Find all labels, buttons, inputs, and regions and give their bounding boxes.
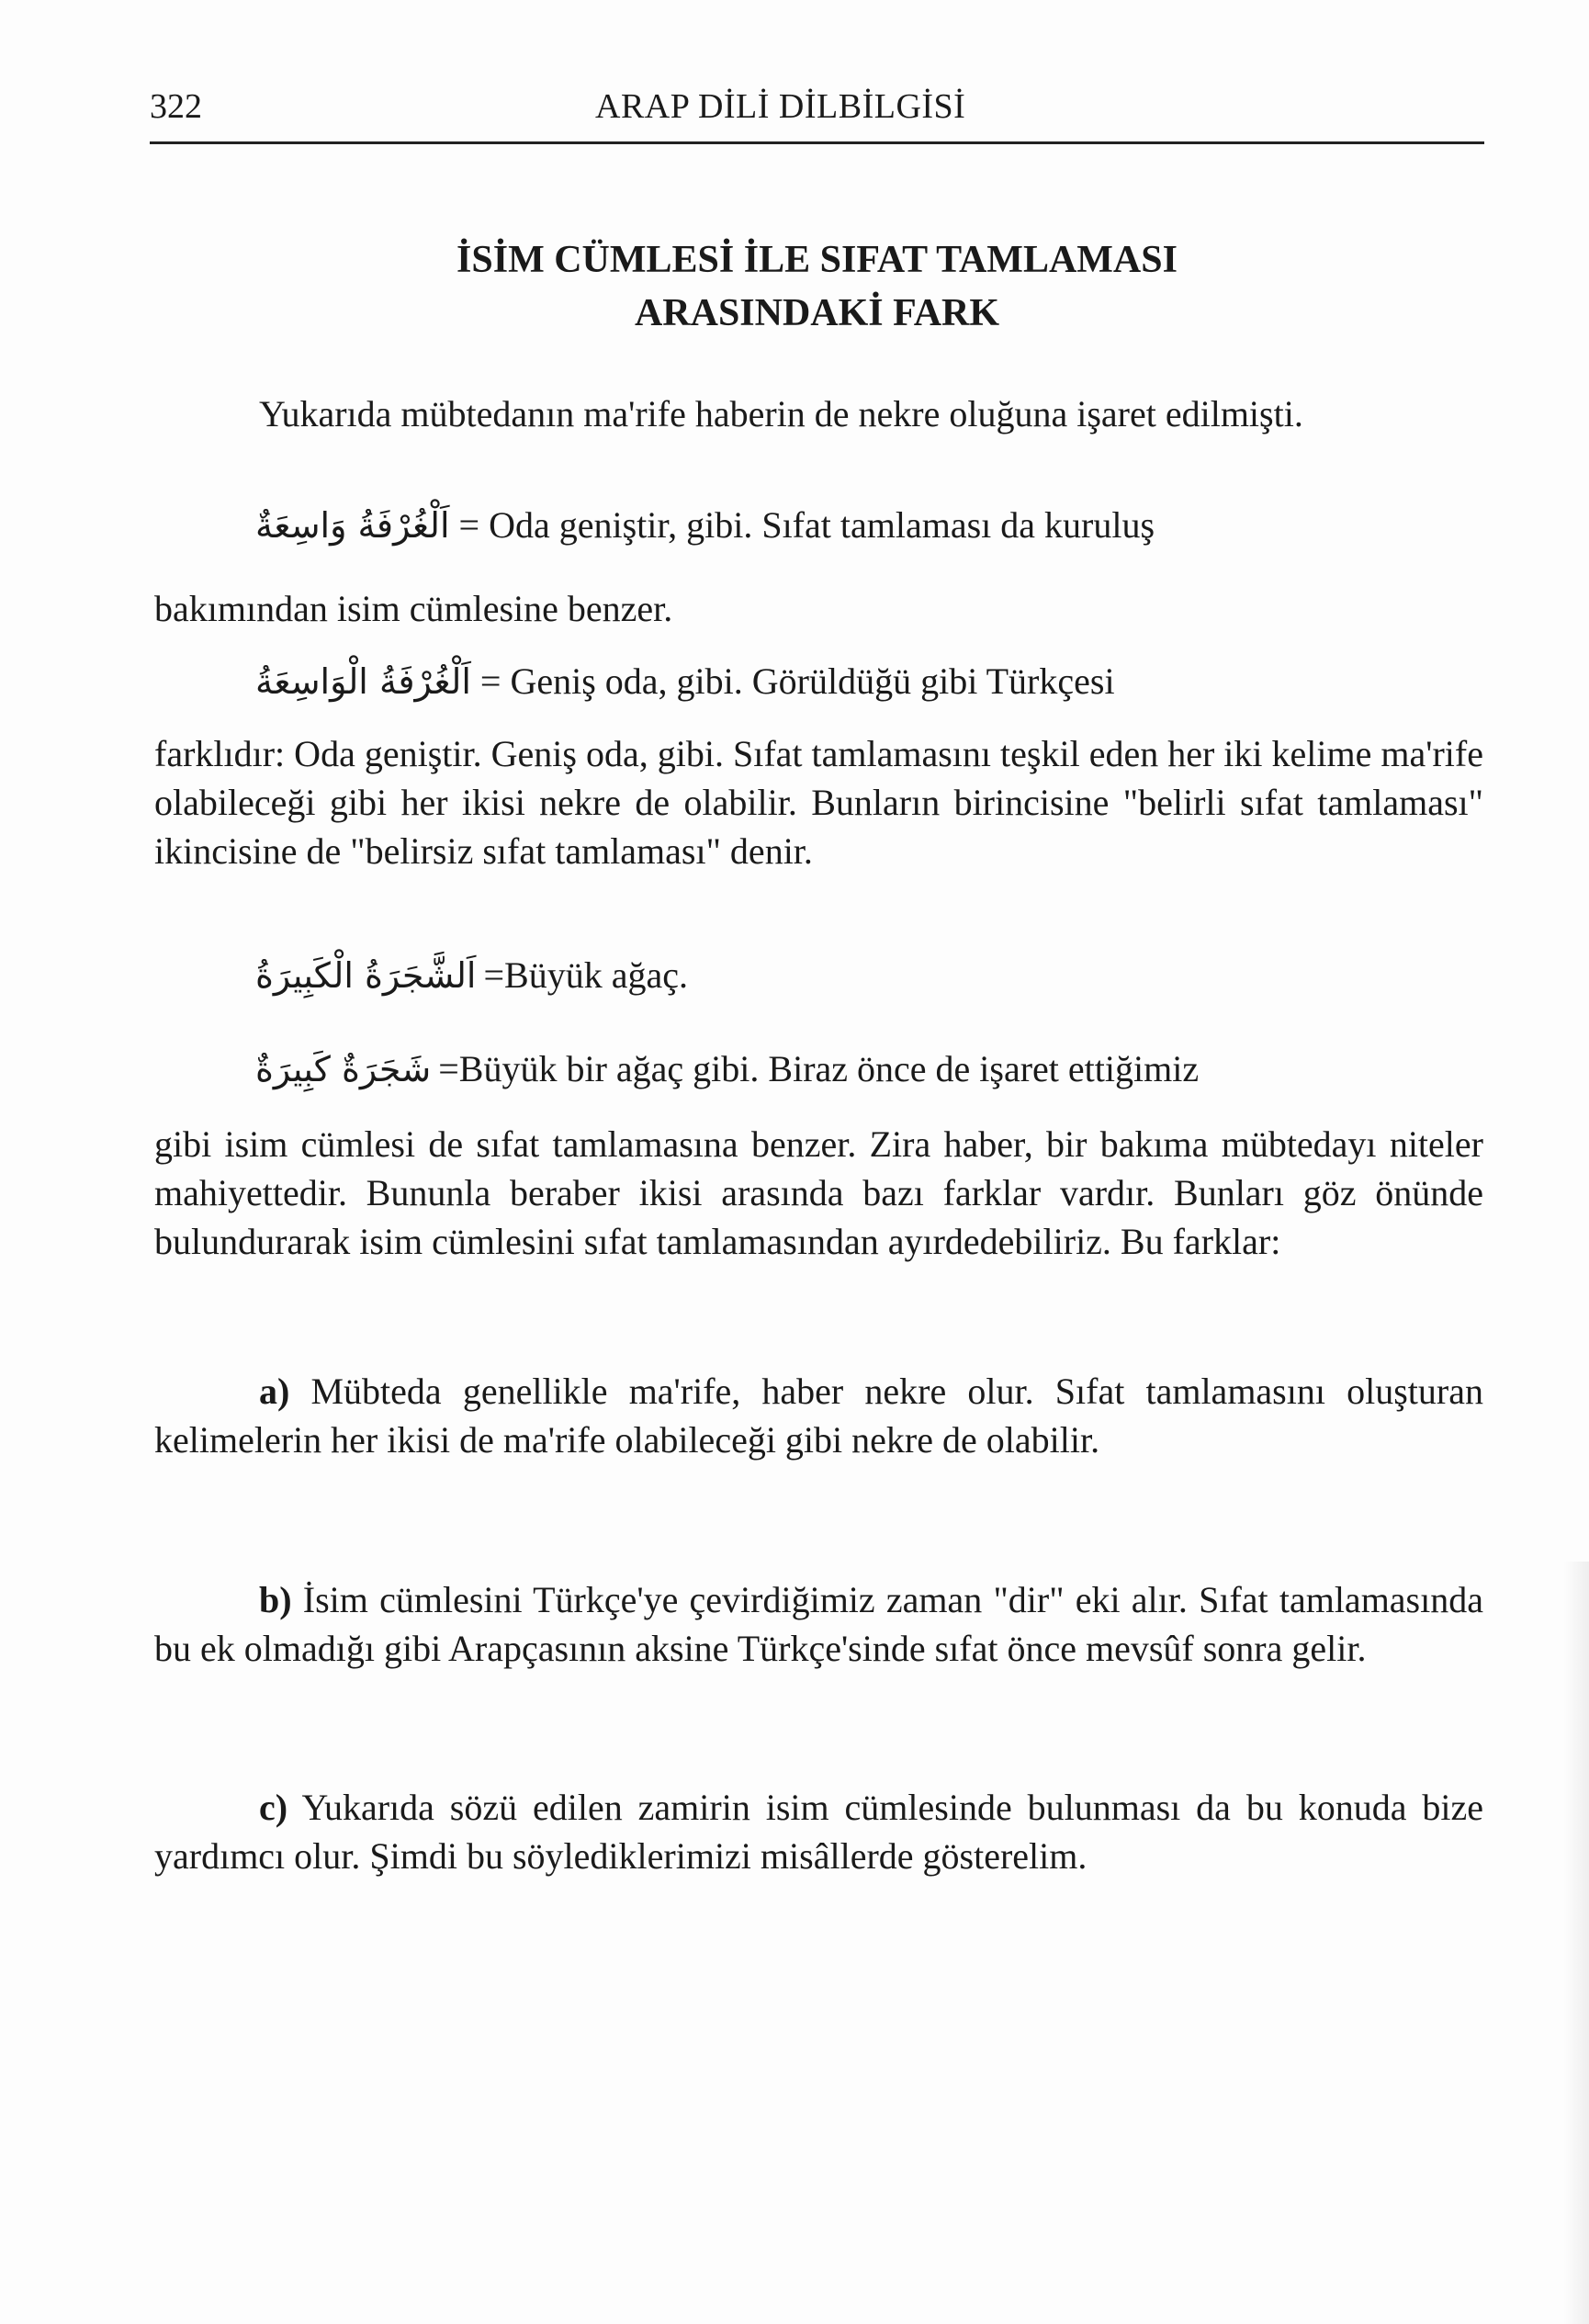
- running-title: ARAP DİLİ DİLBİLGİSİ: [595, 87, 966, 126]
- example-3-line: [154, 951, 1483, 1000]
- example-3-arabic: اَلشَّجَرَةُ الْكَبِيرَةُ: [255, 955, 477, 996]
- item-c: [154, 1783, 1483, 1880]
- item-b-marker: b): [259, 1579, 292, 1620]
- example-3-text: =Büyük ağaç.: [483, 954, 688, 996]
- item-b: [154, 1575, 1483, 1673]
- example-4-arabic: شَجَرَةٌ كَبِيرَةٌ: [255, 1049, 432, 1089]
- item-a-marker: a): [259, 1371, 290, 1412]
- example-2-arabic: اَلْغُرْفَةُ الْوَاسِعَةُ: [255, 661, 471, 702]
- item-a: [154, 1367, 1483, 1464]
- example-1-arabic: اَلْغُرْفَةُ وَاسِعَةٌ: [255, 505, 450, 546]
- page-header: [150, 86, 1484, 144]
- item-a-text: Mübteda genellikle ma'rife, haber nekre olur. Sıfat tamlamasını oluşturan kelimelerin her ikisi de ma'rife olabileceği gibi nekre de olabilir.: [154, 1371, 1483, 1461]
- item-c-text: Yukarıda sözü edilen zamirin isim cümlesinde bulunması da bu konuda bize yardımcı olur. Şimdi bu söylediklerimizi misâllerde gösterelim.: [154, 1787, 1484, 1877]
- example-4-text: =Büyük bir ağaç gibi. Biraz önce de işaret ettiğimiz: [438, 1048, 1200, 1089]
- paragraph-difference: farklıdır: Oda geniştir. Geniş oda, gibi. Sıfat tamlamasını teşkil eden her iki kelime ma'rife olabileceği gibi her ikisi nekre de olabilir. Bunların birincisine "belirli sıfat tamlaması" ikincisine de "belirsiz sıfat tamlaması" denir.: [154, 733, 1483, 872]
- example-1-text: Oda geniştir, gibi. Sıfat tamlaması da kuruluş: [489, 504, 1155, 546]
- item-b-text: İsim cümlesini Türkçe'ye çevirdiğimiz zaman "dir" eki alır. Sıfat tamlamasında bu ek olmadığı gibi Arapçasının aksine Türkçe'sinde sıfat önce mevsûf sonra gelir.: [154, 1579, 1483, 1669]
- example-2-equals: =: [479, 660, 501, 702]
- section-title: [150, 233, 1484, 340]
- item-c-marker: c): [259, 1787, 288, 1828]
- example-1-continuation: bakımından isim cümlesine benzer.: [154, 588, 673, 629]
- example-1-equals: =: [458, 504, 480, 546]
- paragraph-comparison: gibi isim cümlesi de sıfat tamlamasına benzer. Zira haber, bir bakıma mübtedayı niteler mahiyettedir. Bununla beraber ikisi arasında bazı farklar vardır. Bunları göz önünde bulundurarak isim cümlesini sıfat tamlamasından ayırdedebiliriz. Bu farklar:: [154, 1123, 1483, 1262]
- paragraph-intro: Yukarıda mübtedanın ma'rife haberin de nekre oluğuna işaret edilmişti.: [259, 393, 1303, 434]
- example-1-line: [154, 501, 1483, 550]
- scan-edge-shadow: [1563, 1562, 1589, 2324]
- section-title-line-2: ARASINDAKİ FARK: [634, 292, 1000, 334]
- example-4-line: [154, 1044, 1483, 1094]
- page-number: 322: [150, 87, 202, 126]
- example-2-text: Geniş oda, gibi. Görüldüğü gibi Türkçesi: [510, 660, 1115, 702]
- section-title-line-1: İSİM CÜMLESİ İLE SIFAT TAMLAMASI: [456, 239, 1178, 281]
- example-2-line: [154, 657, 1483, 706]
